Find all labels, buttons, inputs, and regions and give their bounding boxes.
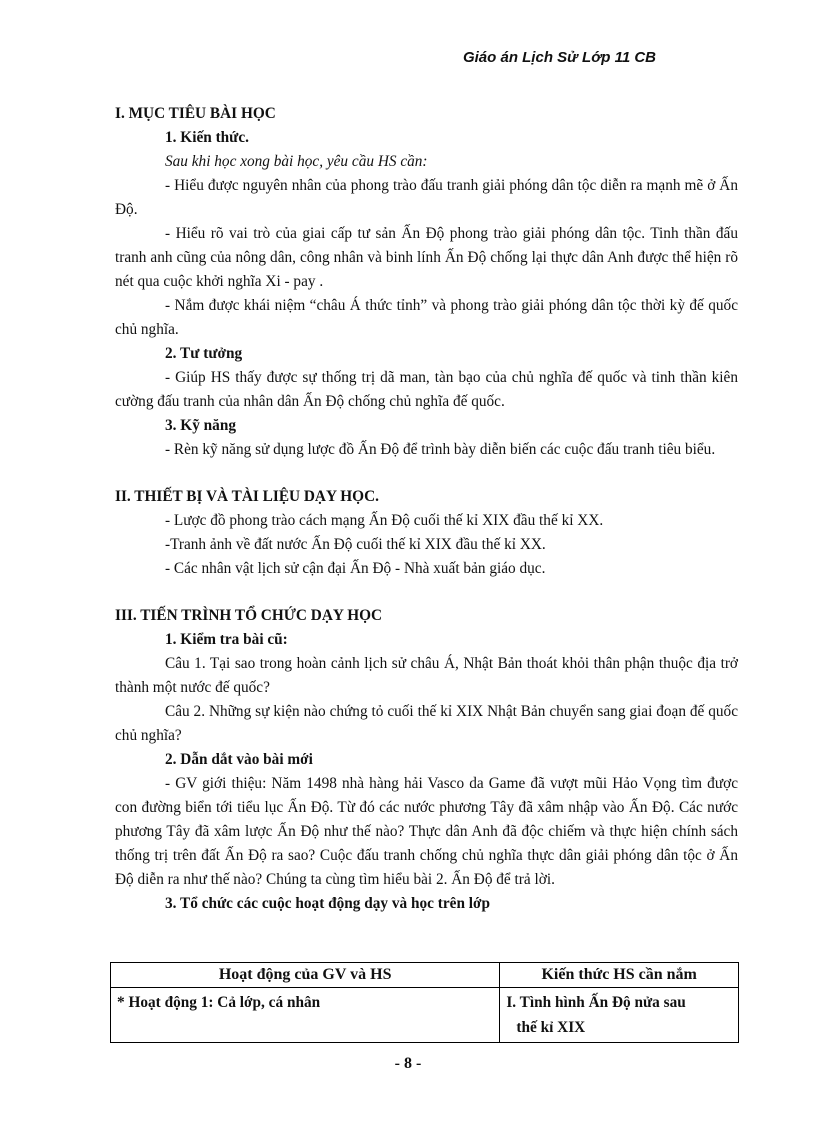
paragraph: - Nắm được khái niệm “châu Á thức tỉnh” và phong trào giải phóng dân tộc thời kỳ đế quốc chủ nghĩa. bbox=[115, 297, 738, 338]
subsection-review: 1. Kiểm tra bài cũ: bbox=[165, 631, 288, 648]
subsection-skills: 3. Kỹ năng bbox=[165, 417, 236, 434]
question: Câu 1. Tại sao trong hoàn cảnh lịch sử châu Á, Nhật Bản thoát khỏi thân phận thuộc địa trở thành một nước đế quốc? bbox=[115, 655, 738, 696]
section-3-title: III. TIẾN TRÌNH TỔ CHỨC DẠY HỌC bbox=[115, 607, 383, 624]
table-row bbox=[111, 988, 739, 1043]
paragraph: - GV giới thiệu: Năm 1498 nhà hàng hải Vasco da Game đã vượt mũi Hảo Vọng tìm được con đường biển tới tiểu lục Ấn Độ. Từ đó các nước phương Tây đã xâm nhập vào Ấn Độ. Các nước phương Tây đã xâm lược Ấn Độ như thế nào? Thực dân Anh đã độc chiếm và thực hiện chính sách thống trị trên đất Ấn Độ ra sao? Cuộc đấu tranh chống chủ nghĩa thực dân giải phóng dân tộc ở Ấn Độ diễn ra như thế nào? Chúng ta cùng tìm hiểu bài 2. Ấn Độ để trả lời. bbox=[115, 775, 738, 888]
subsection-knowledge: 1. Kiến thức. bbox=[165, 129, 249, 146]
activity-table bbox=[110, 962, 739, 1043]
intro-line: Sau khi học xong bài học, yêu cầu HS cần: bbox=[165, 153, 428, 170]
table-header: Hoạt động của GV và HS bbox=[111, 963, 500, 988]
table-header: Kiến thức HS cần nắm bbox=[500, 963, 739, 988]
paragraph: - Hiểu rõ vai trò của giai cấp tư sản Ấn Độ phong trào giải phóng dân tộc. Tinh thần đấu tranh anh cũng của nông dân, công nhân và binh lính Ấn Độ chống lại thực dân Anh được thể hiện rõ nét qua cuộc khởi nghĩa Xi - pay . bbox=[115, 225, 738, 290]
subsection-activities: 3. Tổ chức các cuộc hoạt động dạy và học trên lớp bbox=[165, 895, 491, 912]
list-item: - Các nhân vật lịch sử cận đại Ấn Độ - Nhà xuất bản giáo dục. bbox=[165, 560, 546, 577]
table-header-row bbox=[111, 963, 739, 988]
table-cell: * Hoạt động 1: Cả lớp, cá nhân bbox=[111, 988, 500, 1043]
document-header: Giáo án Lịch Sử Lớp 11 CB bbox=[462, 49, 656, 66]
table-cell-line: I. Tình hình Ấn Độ nửa sau bbox=[506, 994, 686, 1011]
paragraph: - Hiểu được nguyên nhân của phong trào đấu tranh giải phóng dân tộc diễn ra mạnh mẽ ở Ấn Độ. bbox=[115, 177, 738, 218]
paragraph: - Rèn kỹ năng sử dụng lược đồ Ấn Độ để trình bày diễn biến các cuộc đấu tranh tiêu biểu. bbox=[165, 441, 716, 458]
table-cell-line: thế kỉ XIX bbox=[516, 1019, 586, 1036]
document-body bbox=[115, 102, 738, 916]
subsection-thought: 2. Tư tưởng bbox=[165, 345, 243, 362]
paragraph: - Giúp HS thấy được sự thống trị dã man, tàn bạo của chủ nghĩa đế quốc và tinh thần kiên cường đấu tranh của nhân dân Ấn Độ chống chủ nghĩa đế quốc. bbox=[115, 369, 738, 410]
question: Câu 2. Những sự kiện nào chứng tỏ cuối thế kỉ XIX Nhật Bản chuyển sang giai đoạn đế quốc chủ nghĩa? bbox=[115, 703, 738, 744]
subsection-intro: 2. Dẫn dắt vào bài mới bbox=[165, 751, 313, 768]
table-cell bbox=[500, 988, 739, 1043]
list-item: -Tranh ảnh về đất nước Ấn Độ cuối thế kỉ XIX đầu thế kỉ XX. bbox=[165, 536, 546, 553]
section-2-title: II. THIẾT BỊ VÀ TÀI LIỆU DẠY HỌC. bbox=[115, 488, 379, 505]
page-number: - 8 - bbox=[394, 1055, 422, 1072]
section-1-title: I. MỤC TIÊU BÀI HỌC bbox=[115, 105, 276, 122]
list-item: - Lược đồ phong trào cách mạng Ấn Độ cuối thế kỉ XIX đầu thế kỉ XX. bbox=[165, 512, 604, 529]
